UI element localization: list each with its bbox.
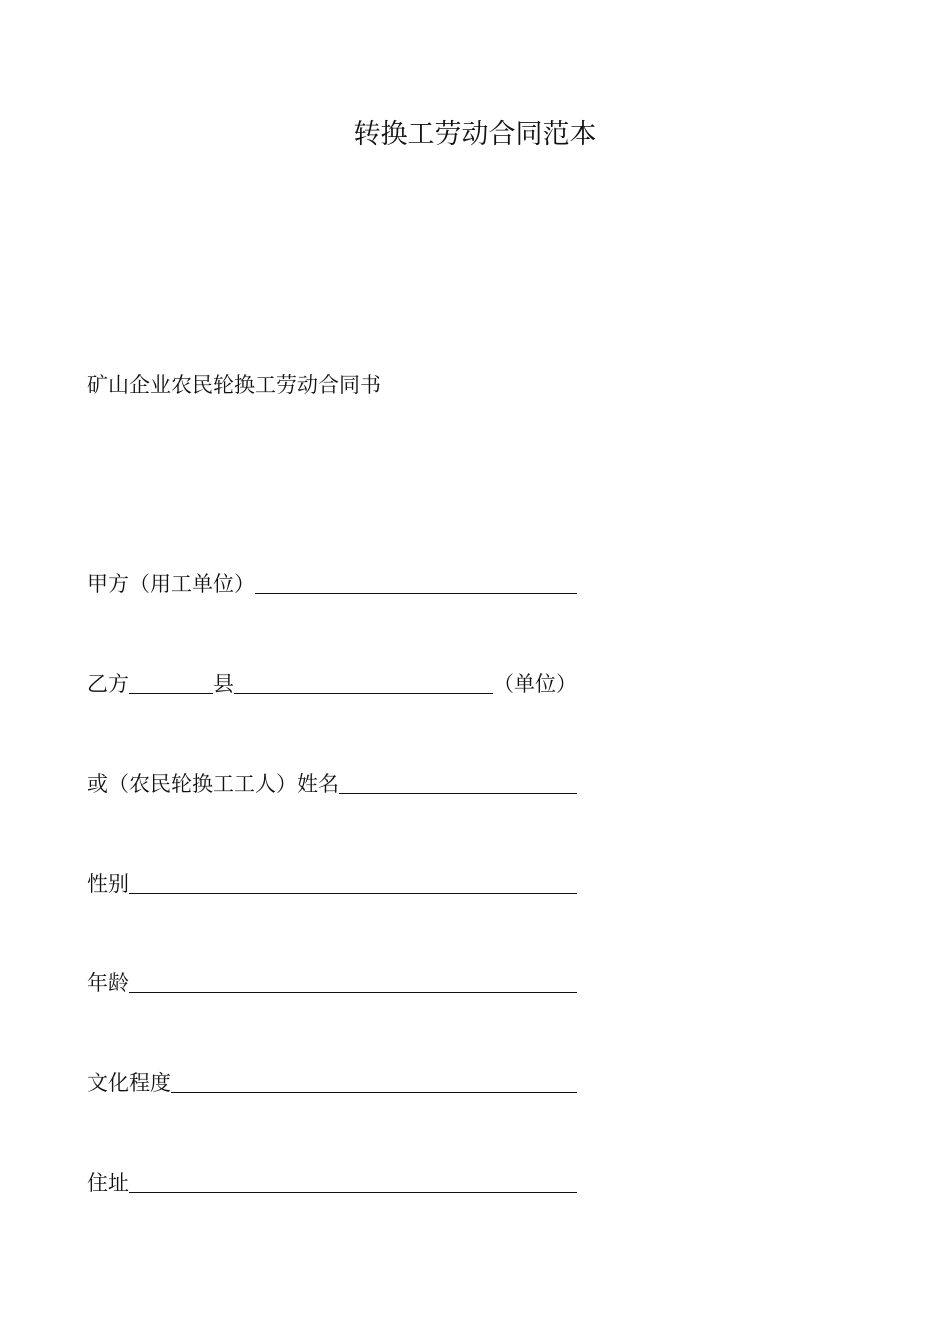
- county-blank[interactable]: [129, 671, 213, 694]
- county-label: 县: [213, 672, 234, 696]
- worker-name-blank[interactable]: [339, 771, 577, 794]
- age-field: [87, 967, 577, 997]
- unit-blank[interactable]: [234, 671, 493, 694]
- party-a-field: [87, 568, 577, 598]
- address-label: 住址: [87, 1171, 129, 1195]
- gender-field: [87, 868, 577, 898]
- gender-blank[interactable]: [129, 871, 577, 894]
- unit-suffix-label: （单位）: [493, 672, 577, 696]
- party-b-field: [87, 668, 577, 698]
- party-b-label: 乙方: [87, 672, 129, 696]
- education-blank[interactable]: [171, 1070, 577, 1093]
- gender-label: 性别: [87, 872, 129, 896]
- age-blank[interactable]: [129, 970, 577, 993]
- party-a-blank[interactable]: [255, 571, 577, 594]
- education-label: 文化程度: [87, 1071, 171, 1095]
- worker-name-field: [87, 768, 577, 798]
- document-subtitle: 矿山企业农民轮换工劳动合同书: [87, 373, 381, 397]
- address-blank[interactable]: [129, 1170, 577, 1193]
- age-label: 年龄: [87, 971, 129, 995]
- address-field: [87, 1167, 577, 1197]
- worker-name-label: 或（农民轮换工工人）姓名: [87, 772, 339, 796]
- party-a-label: 甲方（用工单位）: [87, 572, 255, 596]
- document-title: 转换工劳动合同范本: [353, 119, 597, 150]
- education-field: [87, 1067, 577, 1097]
